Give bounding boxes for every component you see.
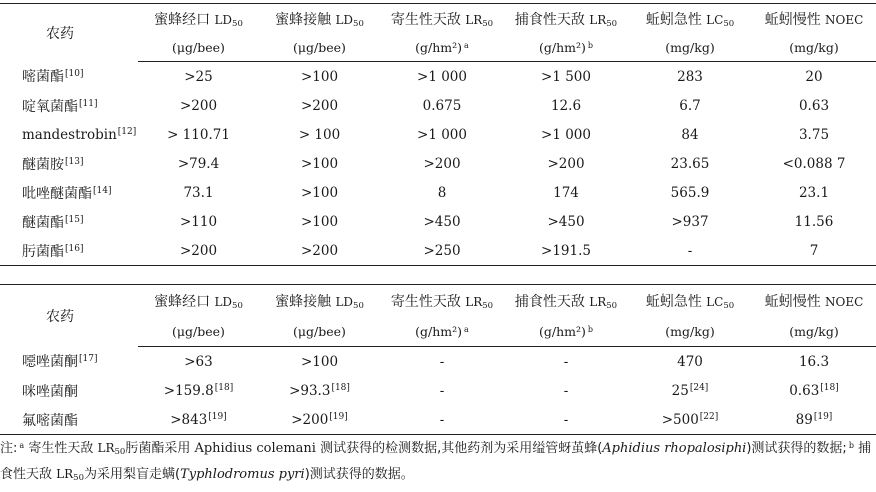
- footnote-a-text: 测试获得的检测数据,其他药剂为采用缢管蚜茧蜂(: [320, 441, 603, 456]
- value-cell: [628, 405, 752, 435]
- column-header-pesticide: [0, 4, 138, 62]
- value-cell: [628, 347, 752, 377]
- value-cell: [380, 405, 504, 435]
- value-cell: [628, 207, 752, 236]
- value: >450: [547, 213, 585, 230]
- value: >93.3: [289, 382, 331, 399]
- value-cell: [752, 120, 876, 149]
- value: 12.6: [550, 97, 582, 114]
- value-cell: [259, 405, 380, 435]
- value: 0.675: [422, 97, 462, 114]
- table-row: [0, 405, 876, 435]
- value: >100: [300, 353, 339, 370]
- reference-marker: [17]: [79, 354, 98, 365]
- reference-marker: [12]: [117, 126, 137, 137]
- pesticide-name: 噁唑菌酮: [22, 354, 78, 371]
- value: >79.4: [177, 155, 220, 172]
- value-cell: [138, 120, 259, 149]
- value-cell: [138, 347, 259, 377]
- pesticide-name: 醚菌胺: [22, 156, 64, 173]
- footnote-lead: 注:: [0, 441, 18, 456]
- value-cell: [259, 236, 380, 266]
- column-unit: [628, 34, 752, 62]
- header-subscript: 50: [482, 19, 494, 29]
- value-cell: [504, 149, 628, 178]
- value: >63: [184, 353, 213, 370]
- value-cell: [138, 207, 259, 236]
- pesticide-name: mandestrobin: [22, 126, 117, 143]
- table-row: [0, 91, 876, 120]
- value-cell: [504, 376, 628, 405]
- header-subscript: 50: [723, 301, 735, 311]
- column-unit: [504, 34, 628, 62]
- value: 3.75: [798, 126, 830, 143]
- value: >200: [300, 97, 339, 114]
- value-cell: [138, 62, 259, 92]
- value-cell: [259, 207, 380, 236]
- header-symbol: LD: [214, 295, 233, 309]
- reference-marker: [16]: [65, 243, 84, 254]
- footnote-b-text: 为采用梨盲走螨(: [84, 467, 181, 482]
- value: >1 000: [417, 68, 467, 85]
- column-header: [504, 285, 628, 318]
- value: 8: [437, 184, 447, 201]
- value-cell: [259, 178, 380, 207]
- value-cell: [504, 62, 628, 92]
- footnote-mark-b: b: [848, 441, 854, 450]
- unit-label: (g/hm²): [538, 39, 586, 55]
- value-cell: [259, 120, 380, 149]
- header-symbol: LR: [589, 295, 607, 309]
- value-cell: [138, 405, 259, 435]
- value: >200: [291, 411, 329, 428]
- pesticide-name-cell: [0, 120, 138, 149]
- footnote-marker: a: [464, 40, 469, 50]
- unit-label: (g/hm²): [415, 323, 463, 339]
- column-unit: [628, 317, 752, 347]
- unit-label: (μg/bee): [172, 39, 225, 55]
- header-label: 蚯蚓急性: [645, 12, 702, 28]
- value: 16.3: [798, 353, 830, 370]
- table-row: [0, 178, 876, 207]
- header-label: 蜜蜂接触: [275, 12, 332, 28]
- column-header: [259, 4, 380, 35]
- value: >100: [300, 155, 339, 172]
- header-label: 农药: [46, 308, 74, 325]
- value: -: [439, 353, 445, 370]
- column-unit: [504, 317, 628, 347]
- value-cell: [504, 236, 628, 266]
- value: 174: [553, 184, 579, 201]
- pesticide-name-cell: [0, 376, 138, 405]
- header-symbol: LD: [335, 13, 354, 27]
- header-label: 蜜蜂接触: [275, 294, 332, 310]
- value: -: [563, 382, 569, 399]
- value-cell: [138, 376, 259, 405]
- header-label: 农药: [46, 25, 74, 42]
- reference-marker: [18]: [820, 382, 839, 393]
- reference-marker: [10]: [65, 69, 84, 80]
- footnote-a-symbol: LR: [97, 441, 115, 455]
- value: >191.5: [541, 242, 591, 259]
- table-row: [0, 120, 876, 149]
- value: 11.56: [794, 213, 834, 230]
- value: > 100: [298, 126, 341, 143]
- column-unit: [752, 34, 876, 62]
- column-unit: [380, 34, 504, 62]
- header-symbol: LC: [706, 295, 724, 309]
- header-subscript: 50: [353, 301, 364, 311]
- value-cell: [138, 236, 259, 266]
- pesticide-name-cell: [0, 207, 138, 236]
- value: >250: [423, 242, 461, 259]
- table-row: [0, 207, 876, 236]
- value: >200: [300, 242, 339, 259]
- value: >200: [547, 155, 585, 172]
- value-cell: [752, 91, 876, 120]
- header-label: 寄生性天敌: [390, 294, 461, 310]
- column-header: [504, 4, 628, 35]
- column-header: [380, 4, 504, 35]
- pesticide-name-cell: [0, 149, 138, 178]
- pesticide-name: 氟嘧菌酯: [22, 412, 78, 429]
- table-row: [0, 236, 876, 266]
- footnote-species: Aphidius colemani: [194, 441, 316, 456]
- column-header-pesticide: [0, 285, 138, 347]
- value-cell: [628, 149, 752, 178]
- header-label: 蚯蚓急性: [645, 294, 702, 310]
- value: -: [439, 382, 445, 399]
- header-label: 捕食性天敌: [514, 12, 585, 28]
- footnote-b-text: 捕食性天敌: [0, 441, 872, 482]
- footnote-species: Typhlodromus pyri: [180, 467, 305, 482]
- table-row: [0, 376, 876, 405]
- value-cell: [504, 91, 628, 120]
- toxicity-table-1: [0, 3, 876, 266]
- value-cell: [628, 236, 752, 266]
- unit-label: (mg/kg): [789, 39, 839, 55]
- footnote-marker: b: [587, 40, 593, 50]
- value: >159.8: [163, 382, 214, 399]
- value-cell: [628, 120, 752, 149]
- value-cell: [504, 178, 628, 207]
- column-header: [138, 285, 259, 318]
- pesticide-name-cell: [0, 347, 138, 377]
- value-cell: [259, 347, 380, 377]
- pesticide-name: 啶氧菌酯: [22, 98, 78, 115]
- pesticide-name-cell: [0, 405, 138, 435]
- pesticide-name-cell: [0, 91, 138, 120]
- value: >843: [170, 411, 208, 428]
- footnote-a-text: 肟菌酯采用: [125, 441, 191, 456]
- table-row: [0, 62, 876, 92]
- column-unit: [380, 317, 504, 347]
- value: -: [439, 411, 445, 428]
- value-cell: [259, 62, 380, 92]
- value: -: [687, 242, 693, 259]
- value: -: [563, 411, 569, 428]
- header-subscript: 50: [606, 19, 618, 29]
- value: 89: [795, 411, 813, 428]
- reference-marker: [24]: [689, 382, 709, 393]
- footnote-b-symbol: LR: [56, 467, 74, 481]
- value: > 110.71: [167, 126, 230, 143]
- value: >100: [300, 213, 339, 230]
- header-label: 蚯蚓慢性: [764, 294, 821, 310]
- value: >200: [179, 242, 218, 259]
- column-header: [752, 4, 876, 35]
- value: 25: [671, 382, 689, 399]
- value-cell: [259, 149, 380, 178]
- value: 73.1: [183, 184, 214, 201]
- table-row: [0, 347, 876, 377]
- value-cell: [259, 91, 380, 120]
- pesticide-name: 嘧菌酯: [22, 69, 64, 86]
- column-header: [628, 285, 752, 318]
- header-label: 蜜蜂经口: [154, 294, 211, 310]
- column-header: [380, 285, 504, 318]
- unit-label: (g/hm²): [538, 323, 586, 339]
- column-unit: [259, 317, 380, 347]
- table-row: [0, 149, 876, 178]
- unit-label: (g/hm²): [415, 39, 463, 55]
- value-cell: [138, 149, 259, 178]
- value: 23.65: [670, 155, 710, 172]
- header-label: 蜜蜂经口: [154, 12, 211, 28]
- value: 470: [677, 353, 703, 370]
- header-symbol: LR: [589, 13, 607, 27]
- reference-marker: [15]: [65, 214, 84, 225]
- value-cell: [380, 207, 504, 236]
- footnote-b-text: )测试获得的数据。: [304, 467, 414, 482]
- value-cell: [380, 91, 504, 120]
- unit-label: (mg/kg): [665, 39, 715, 55]
- value-cell: [380, 347, 504, 377]
- table-footnote: [0, 435, 874, 489]
- reference-marker: [14]: [93, 185, 112, 196]
- value-cell: [752, 405, 876, 435]
- header-subscript: 50: [353, 19, 364, 29]
- value-cell: [380, 120, 504, 149]
- footnote-a-text: 寄生性天敌: [28, 441, 94, 456]
- footnote-b-sub: 50: [73, 473, 84, 483]
- reference-marker: [18]: [331, 382, 350, 393]
- footnote-mark-a: a: [19, 441, 25, 450]
- value-cell: [752, 347, 876, 377]
- value: >937: [671, 213, 709, 230]
- footnote-a-text: )测试获得的数据;: [746, 441, 847, 456]
- value-cell: [259, 376, 380, 405]
- header-symbol: LD: [335, 295, 354, 309]
- pesticide-name: 醚菌酯: [22, 214, 64, 231]
- unit-label: (μg/bee): [172, 323, 225, 339]
- value-cell: [752, 149, 876, 178]
- pesticide-name-cell: [0, 236, 138, 266]
- value: <0.088 7: [782, 155, 846, 172]
- column-unit: [752, 317, 876, 347]
- value: >1 000: [541, 126, 591, 143]
- unit-label: (mg/kg): [789, 323, 839, 339]
- reference-marker: [19]: [208, 411, 227, 422]
- value-cell: [752, 207, 876, 236]
- value: 23.1: [798, 184, 830, 201]
- value-cell: [504, 347, 628, 377]
- column-unit: [138, 317, 259, 347]
- header-subscript: 50: [723, 19, 735, 29]
- header-subscript: 50: [606, 301, 618, 311]
- header-subscript: 50: [232, 301, 243, 311]
- pesticide-name: 肟菌酯: [22, 243, 64, 260]
- value-cell: [752, 376, 876, 405]
- reference-marker: [19]: [329, 411, 348, 422]
- header-symbol: LR: [465, 13, 483, 27]
- header-symbol: NOEC: [825, 13, 864, 27]
- pesticide-name-cell: [0, 178, 138, 207]
- value-cell: [380, 149, 504, 178]
- pesticide-name: 吡唑醚菌酯: [22, 185, 92, 202]
- value-cell: [628, 376, 752, 405]
- reference-marker: [22]: [699, 411, 719, 422]
- value-cell: [138, 178, 259, 207]
- value: 283: [677, 68, 703, 85]
- column-unit: [138, 34, 259, 62]
- header-label: 蚯蚓慢性: [764, 12, 821, 28]
- unit-label: (μg/bee): [293, 323, 346, 339]
- header-symbol: NOEC: [825, 295, 864, 309]
- value-cell: [628, 91, 752, 120]
- value: >1 000: [417, 126, 467, 143]
- value: 20: [805, 68, 823, 85]
- column-header: [752, 285, 876, 318]
- value: >25: [184, 68, 213, 85]
- reference-marker: [11]: [79, 98, 98, 109]
- value-cell: [504, 207, 628, 236]
- value: 7: [809, 242, 819, 259]
- value: >110: [179, 213, 218, 230]
- column-unit: [259, 34, 380, 62]
- value: 0.63: [789, 382, 820, 399]
- value-cell: [380, 376, 504, 405]
- reference-marker: [18]: [214, 382, 234, 393]
- value-cell: [628, 178, 752, 207]
- reference-marker: [13]: [65, 156, 84, 167]
- toxicity-table-2: [0, 284, 876, 435]
- pesticide-name: 咪唑菌酮: [22, 383, 78, 400]
- value: 6.7: [679, 97, 701, 114]
- value-cell: [752, 236, 876, 266]
- value: >200: [179, 97, 218, 114]
- value-cell: [504, 120, 628, 149]
- footnote-a-sub: 50: [114, 447, 126, 457]
- column-header: [628, 4, 752, 35]
- value-cell: [504, 405, 628, 435]
- header-symbol: LD: [214, 13, 233, 27]
- value-cell: [380, 236, 504, 266]
- value: >200: [423, 155, 461, 172]
- column-header: [259, 285, 380, 318]
- value-cell: [138, 91, 259, 120]
- value: 0.63: [798, 97, 830, 114]
- footnote-species: Aphidius rhopalosiphi: [602, 441, 747, 456]
- value: >450: [423, 213, 461, 230]
- value: >1 500: [541, 68, 591, 85]
- value-cell: [380, 62, 504, 92]
- reference-marker: [19]: [813, 411, 833, 422]
- header-symbol: LC: [706, 13, 724, 27]
- header-subscript: 50: [482, 301, 494, 311]
- value: >100: [300, 184, 339, 201]
- unit-label: (mg/kg): [665, 323, 715, 339]
- header-label: 寄生性天敌: [390, 12, 461, 28]
- value: -: [563, 353, 569, 370]
- footnote-marker: a: [464, 324, 469, 334]
- value: 84: [681, 126, 699, 143]
- header-symbol: LR: [465, 295, 483, 309]
- column-header: [138, 4, 259, 35]
- pesticide-name-cell: [0, 62, 138, 92]
- header-subscript: 50: [232, 19, 243, 29]
- value: 565.9: [670, 184, 710, 201]
- unit-label: (μg/bee): [293, 39, 346, 55]
- value-cell: [380, 178, 504, 207]
- value-cell: [752, 178, 876, 207]
- value-cell: [628, 62, 752, 92]
- header-label: 捕食性天敌: [514, 294, 585, 310]
- value: >100: [300, 68, 339, 85]
- footnote-marker: b: [587, 324, 593, 334]
- value-cell: [752, 62, 876, 92]
- value: >500: [661, 411, 699, 428]
